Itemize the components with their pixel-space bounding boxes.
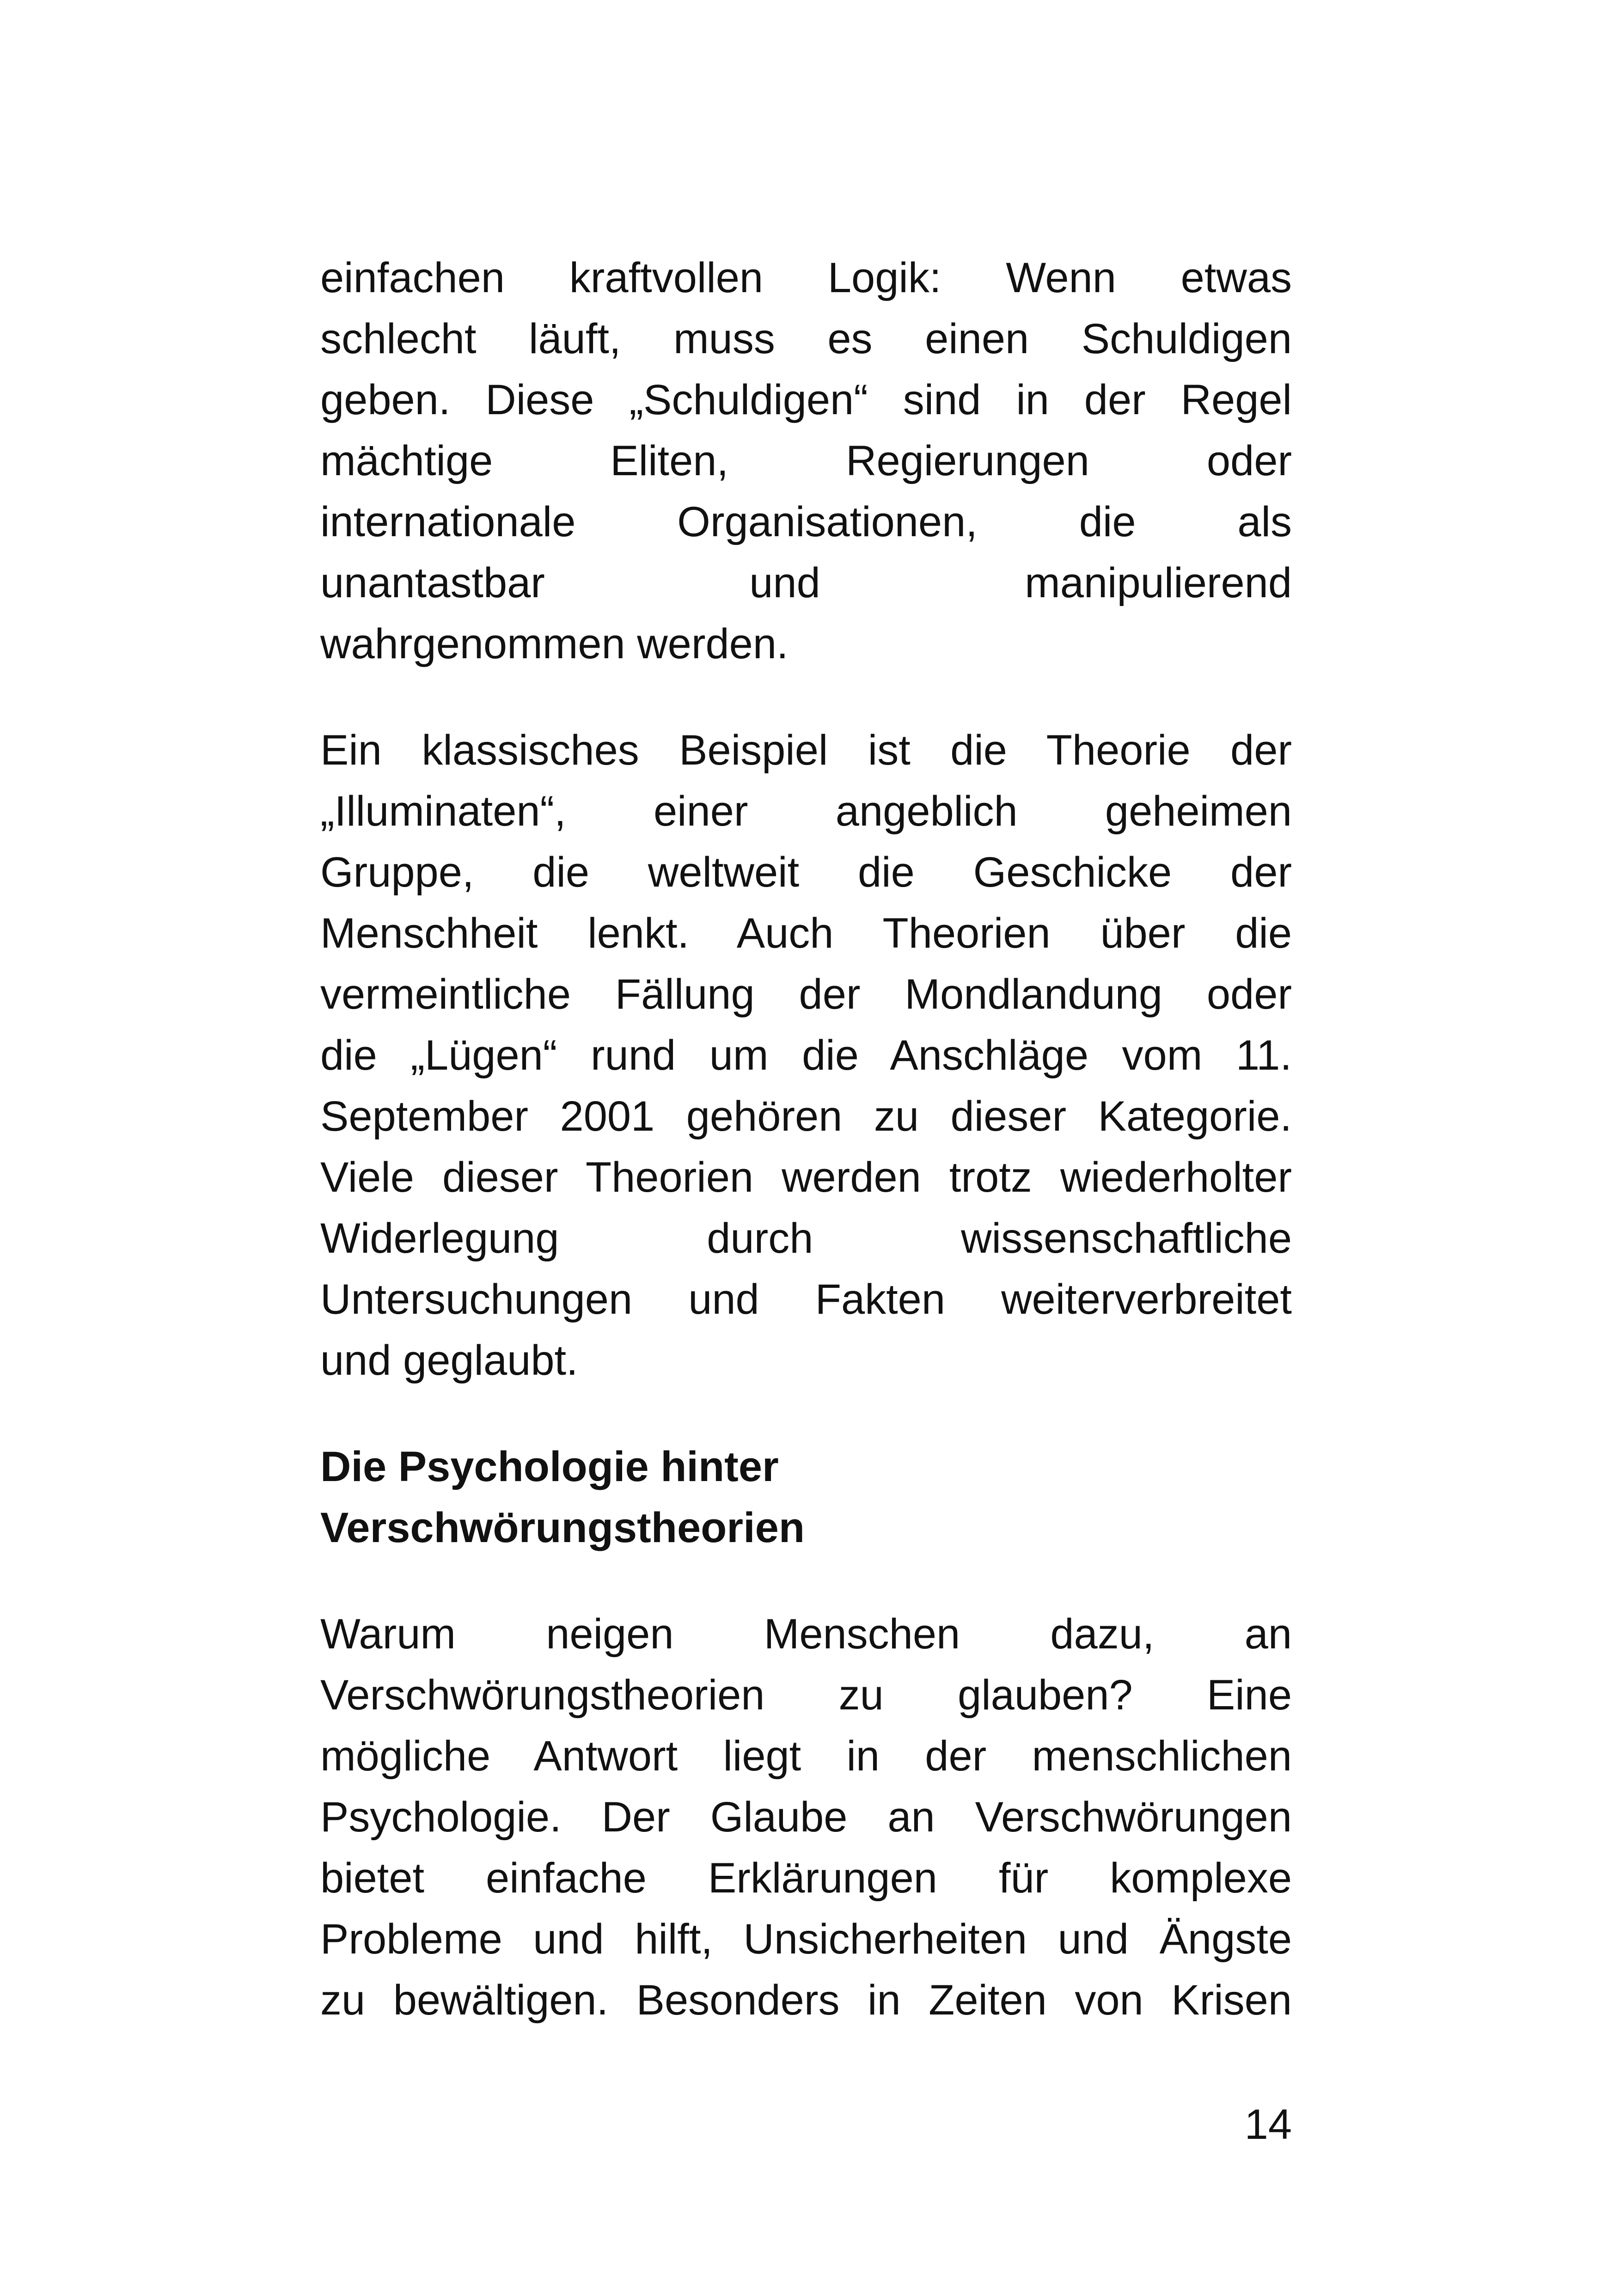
heading-line: Verschwörungstheorien — [320, 1504, 805, 1551]
text-line: mächtige Eliten, Regierungen oder — [320, 437, 1292, 484]
text-line: internationale Organisationen, die als — [320, 498, 1292, 545]
text-line: mögliche Antwort liegt in der menschlichen — [320, 1733, 1292, 1780]
text-line: Ein klassisches Beispiel ist die Theorie der — [320, 727, 1292, 774]
text-line: Viele dieser Theorien werden trotz wiederholter — [320, 1154, 1292, 1201]
text-line: Menschheit lenkt. Auch Theorien über die — [320, 910, 1292, 957]
text-line: Untersuchungen und Fakten weiterverbreitet — [320, 1276, 1292, 1323]
text-line: Widerlegung durch wissenschaftliche — [320, 1215, 1292, 1262]
text-line: Probleme und hilft, Unsicherheiten und Ängste — [320, 1916, 1292, 1963]
text-line: Verschwörungstheorien zu glauben? Eine — [320, 1671, 1292, 1719]
text-line: zu bewältigen. Besonders in Zeiten von Krisen — [320, 1977, 1292, 2024]
text-line: „Illuminaten“, einer angeblich geheimen — [320, 788, 1292, 835]
text-line: schlecht läuft, muss es einen Schuldigen — [320, 315, 1292, 362]
paragraph-1 — [320, 247, 1292, 674]
text-line: vermeintliche Fällung der Mondlandung oder — [320, 971, 1292, 1018]
section-heading — [320, 1436, 1292, 1558]
text-line: Psychologie. Der Glaube an Verschwörungen — [320, 1794, 1292, 1841]
text-line: Gruppe, die weltweit die Geschicke der — [320, 849, 1292, 896]
page-number: 14 — [1244, 2101, 1292, 2148]
text-line: einfachen kraftvollen Logik: Wenn etwas — [320, 254, 1292, 301]
text-line: wahrgenommen werden. — [320, 620, 789, 667]
text-line: bietet einfache Erklärungen für komplexe — [320, 1855, 1292, 1902]
text-line: Warum neigen Menschen dazu, an — [320, 1610, 1292, 1658]
paragraph-2 — [320, 720, 1292, 1391]
heading-line: Die Psychologie hinter — [320, 1443, 779, 1490]
page-body — [320, 247, 1292, 2031]
text-line: September 2001 gehören zu dieser Kategorie. — [320, 1093, 1292, 1140]
text-line: die „Lügen“ rund um die Anschläge vom 11. — [320, 1032, 1292, 1079]
text-line: geben. Diese „Schuldigen“ sind in der Regel — [320, 376, 1292, 423]
paragraph-3 — [320, 1604, 1292, 2031]
text-line: und geglaubt. — [320, 1337, 578, 1384]
text-line: unantastbar und manipulierend — [320, 559, 1292, 606]
